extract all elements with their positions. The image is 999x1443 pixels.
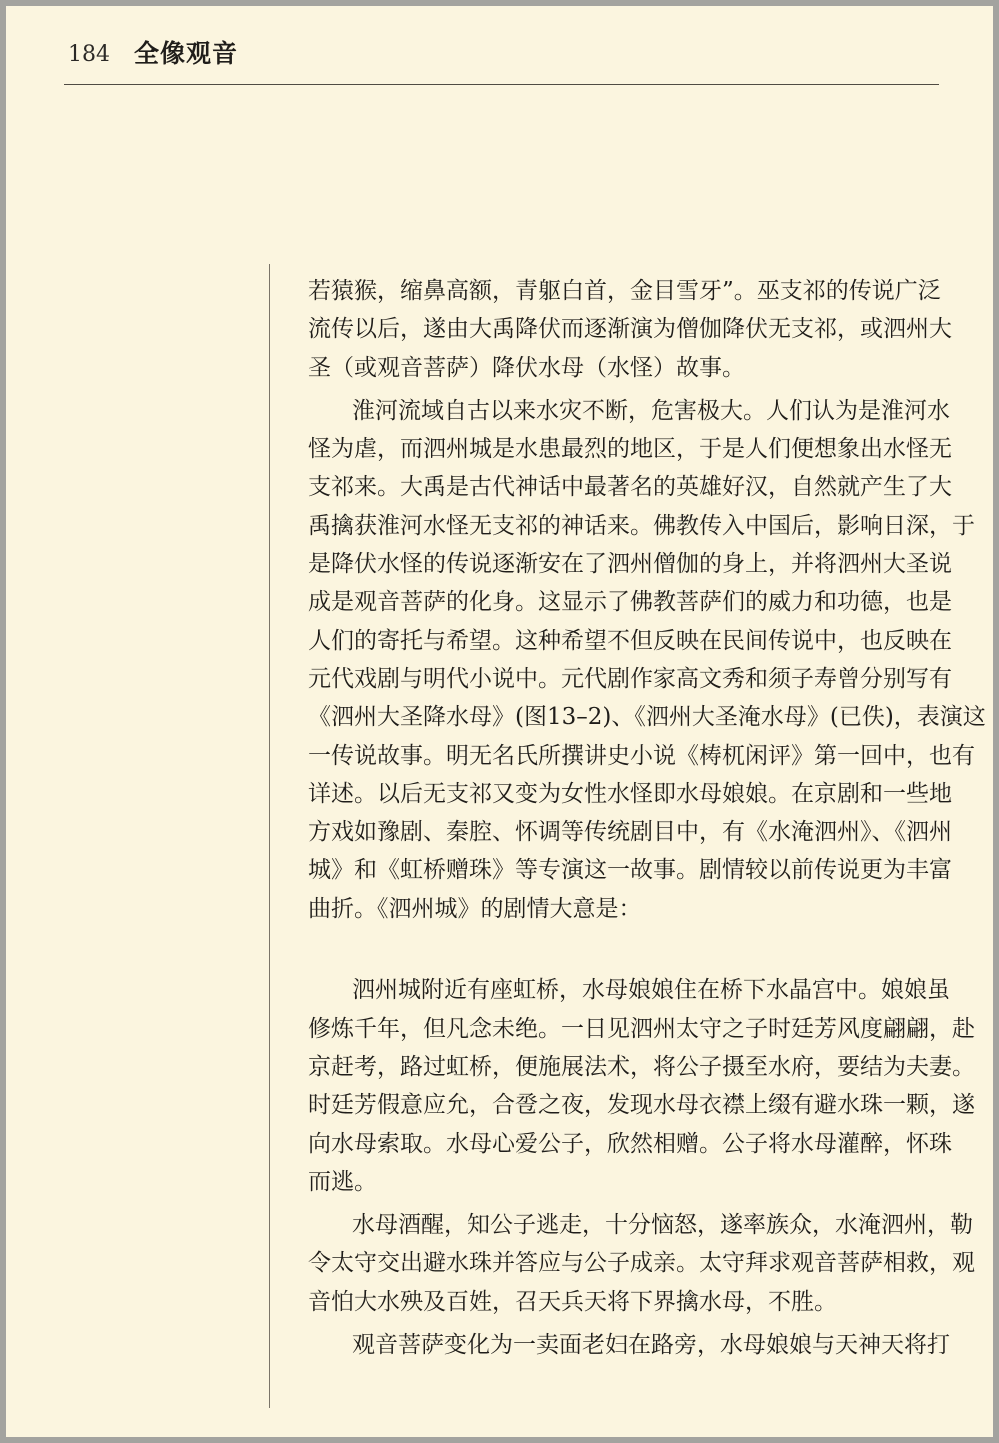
text-line: 支祁来。大禹是古代神话中最著名的英雄好汉，自然就产生了大 [308, 474, 952, 501]
paragraph [308, 971, 975, 1201]
text-line: 圣（或观音菩萨）降伏水母（水怪）故事。 [308, 354, 745, 381]
text-line: 一传说故事。明无名氏所撰讲史小说《梼杌闲评》第一回中，也有 [308, 742, 975, 769]
text-line: 修炼千年，但凡念未绝。一日见泗州太守之子时廷芳风度翩翩，赴 [308, 1015, 975, 1042]
text-line: 音怕大水殃及百姓，召天兵天将下界擒水母，不胜。 [308, 1288, 837, 1315]
text-line: 流传以后，遂由大禹降伏而逐渐演为僧伽降伏无支祁，或泗州大 [308, 316, 952, 343]
text-line [308, 928, 936, 966]
text-line: 淮河流域自古以来水灾不断，危害极大。人们认为是淮河水 [352, 397, 950, 424]
text-line: 方戏如豫剧、秦腔、怀调等传统剧目中，有《水淹泗州》、《泗州 [308, 819, 952, 846]
paragraph [308, 272, 952, 387]
text-line: 元代戏剧与明代小说中。元代剧作家高文秀和须子寿曾分别写有 [308, 665, 952, 692]
body-text [308, 272, 986, 1364]
text-line: 京赶考，路过虹桥，便施展法术，将公子摄至水府，要结为夫妻。 [308, 1053, 975, 1080]
paragraph [308, 1326, 950, 1364]
text-line: 城》和《虹桥赠珠》等专演这一故事。剧情较以前传说更为丰富 [308, 857, 952, 884]
text-line: 《泗州大圣降水母》(图13–2)、《泗州大圣淹水母》(已佚)，表演这 [308, 704, 986, 731]
text-line: 详述。以后无支祁又变为女性水怪即水母娘娘。在京剧和一些地 [308, 780, 952, 807]
text-line: 令太守交出避水珠并答应与公子成亲。太守拜求观音菩萨相救，观 [308, 1250, 975, 1277]
text-line: 人们的寄托与希望。这种希望不但反映在民间传说中，也反映在 [308, 627, 952, 654]
text-line: 曲折。《泗州城》的剧情大意是： [308, 895, 642, 922]
text-line: 若猿猴，缩鼻高额，青躯白首，金目雪牙”。巫支祁的传说广泛 [308, 278, 941, 304]
margin-rule [269, 264, 270, 1408]
text-line: 泗州城附近有座虹桥，水母娘娘住在桥下水晶宫中。娘娘虽 [352, 977, 950, 1004]
text-line: 禹擒获淮河水怪无支祁的神话来。佛教传入中国后，影响日深，于 [308, 512, 975, 539]
running-header [64, 40, 939, 85]
paragraph [308, 1206, 975, 1321]
text-line: 时廷芳假意应允，合卺之夜，发现水母衣襟上缀有避水珠一颗，遂 [308, 1092, 975, 1119]
text-line: 是降伏水怪的传说逐渐安在了泗州僧伽的身上，并将泗州大圣说 [308, 551, 952, 578]
paragraph [308, 392, 986, 966]
text-line: 观音菩萨变化为一卖面老妇在路旁，水母娘娘与天神天将打 [352, 1332, 950, 1359]
text-line: 水母酒醒，知公子逃走，十分恼怒，遂率族众，水淹泗州，勒 [352, 1212, 973, 1239]
text-line: 怪为虐，而泗州城是水患最烈的地区，于是人们便想象出水怪无 [308, 436, 952, 463]
text-line: 成是观音菩萨的化身。这显示了佛教菩萨们的威力和功德，也是 [308, 589, 952, 616]
text-line: 向水母索取。水母心爱公子，欣然相赠。公子将水母灌醉，怀珠 [308, 1130, 952, 1157]
page-number: 184 [68, 42, 110, 67]
running-title: 全像观音 [134, 39, 239, 68]
text-line: 而逃。 [308, 1168, 377, 1195]
